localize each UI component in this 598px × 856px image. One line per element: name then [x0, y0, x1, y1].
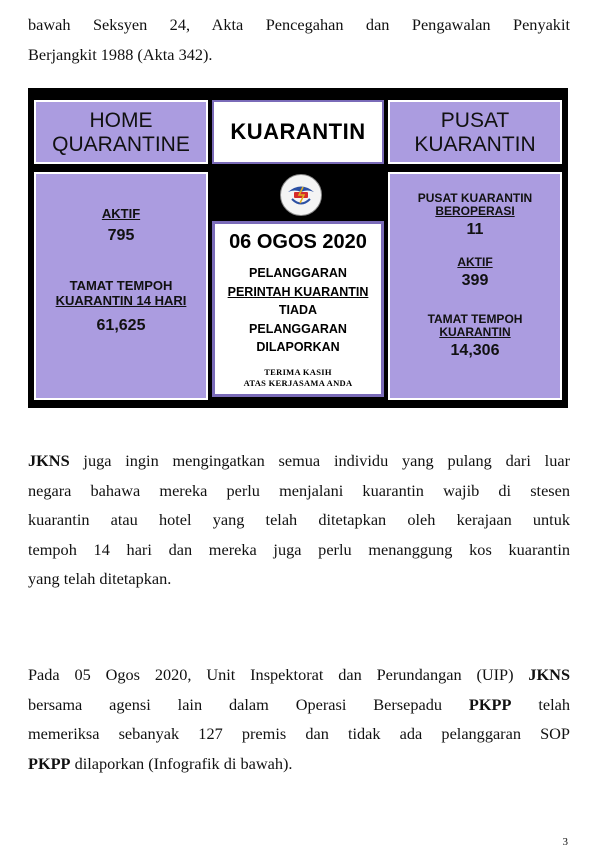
line-text: juga ingin mengingatkan semua individu yang pulang dari luar	[69, 451, 570, 470]
status-line: PELANGGARAN	[249, 321, 347, 336]
aktif-label: AKTIF	[457, 255, 493, 269]
inspection-paragraph	[28, 660, 570, 778]
beroperasi-label: PUSAT KUARANTIN	[417, 191, 533, 205]
jkns-reminder-paragraph	[28, 446, 570, 594]
kuarantin-header: KUARANTIN	[212, 100, 384, 164]
tamat-label: TAMAT TEMPOH	[69, 278, 173, 293]
report-date: 06 OGOS 2020	[229, 231, 367, 253]
intro-line: Berjangkit 1988 (Akta 342).	[28, 44, 213, 64]
line-text: dilaporkan (Infografik di bawah).	[70, 753, 293, 773]
thanks-line: ATAS KERJASAMA ANDA	[243, 377, 353, 388]
pusat-kuarantin-stats	[388, 172, 562, 400]
home-quarantine-stats	[34, 172, 208, 400]
jkns-abbrev: JKNS	[28, 451, 70, 470]
tamat-label: TAMAT TEMPOH	[427, 312, 523, 326]
page-number: 3	[562, 836, 568, 848]
paragraph-line: yang telah ditetapkan.	[28, 569, 172, 588]
logo-emblem-icon	[281, 175, 321, 215]
paragraph-line: tempoh 14 hari dan mereka juga perlu menanggung kos kuarantin	[28, 539, 570, 559]
line-text: bersama agensi lain dalam Operasi Bersepadu	[28, 694, 469, 714]
header-line: KUARANTIN	[414, 133, 536, 156]
paragraph-line	[28, 749, 570, 779]
status-line: PERINTAH KUARANTIN	[227, 284, 369, 299]
paragraph-line	[28, 660, 570, 690]
home-quarantine-header	[34, 100, 208, 164]
intro-paragraph	[28, 10, 570, 69]
aktif-value: 399	[461, 272, 489, 289]
status-line: PELANGGARAN	[249, 266, 347, 280]
status-line: DILAPORKAN	[256, 340, 340, 354]
tamat-value: 14,306	[450, 342, 500, 359]
pkpp-abbrev: PKPP	[468, 694, 512, 714]
tamat-value: 61,625	[96, 317, 146, 334]
header-line: PUSAT	[440, 109, 510, 132]
violation-status	[215, 264, 381, 357]
pkpp-abbrev: PKPP	[28, 753, 71, 773]
header-line: HOME	[89, 109, 153, 132]
jkn-sabah-logo	[280, 174, 322, 216]
aktif-value: 795	[107, 227, 135, 244]
intro-line: bawah Seksyen 24, Akta Pencegahan dan Pengawalan Penyakit	[28, 15, 570, 34]
jkns-abbrev: JKNS	[528, 665, 570, 684]
status-line: TIADA	[278, 303, 318, 317]
tamat-label: KUARANTIN 14 HARI	[55, 293, 187, 308]
tamat-label: KUARANTIN	[439, 325, 511, 339]
paragraph-line: kuarantin atau hotel yang telah ditetapkan oleh kerajaan untuk	[28, 510, 570, 529]
daily-status-panel	[212, 221, 384, 397]
paragraph-line	[28, 690, 570, 720]
thank-you-note	[215, 367, 381, 389]
paragraph-line: negara bahawa mereka perlu menjalani kuarantin wajib di stesen	[28, 480, 570, 500]
line-text: Pada 05 Ogos 2020, Unit Inspektorat dan Perundangan (UIP)	[28, 665, 529, 684]
aktif-label: AKTIF	[101, 206, 141, 221]
paragraph-line	[28, 446, 570, 476]
beroperasi-value: 11	[466, 221, 484, 238]
quarantine-infographic	[28, 88, 568, 408]
line-text: telah	[511, 694, 570, 714]
pusat-kuarantin-header	[388, 100, 562, 164]
beroperasi-label: BEROPERASI	[435, 204, 515, 218]
header-line: QUARANTINE	[52, 133, 190, 156]
paragraph-line: memeriksa sebanyak 127 premis dan tidak ada pelanggaran SOP	[28, 724, 570, 743]
thanks-line: TERIMA KASIH	[264, 366, 332, 377]
